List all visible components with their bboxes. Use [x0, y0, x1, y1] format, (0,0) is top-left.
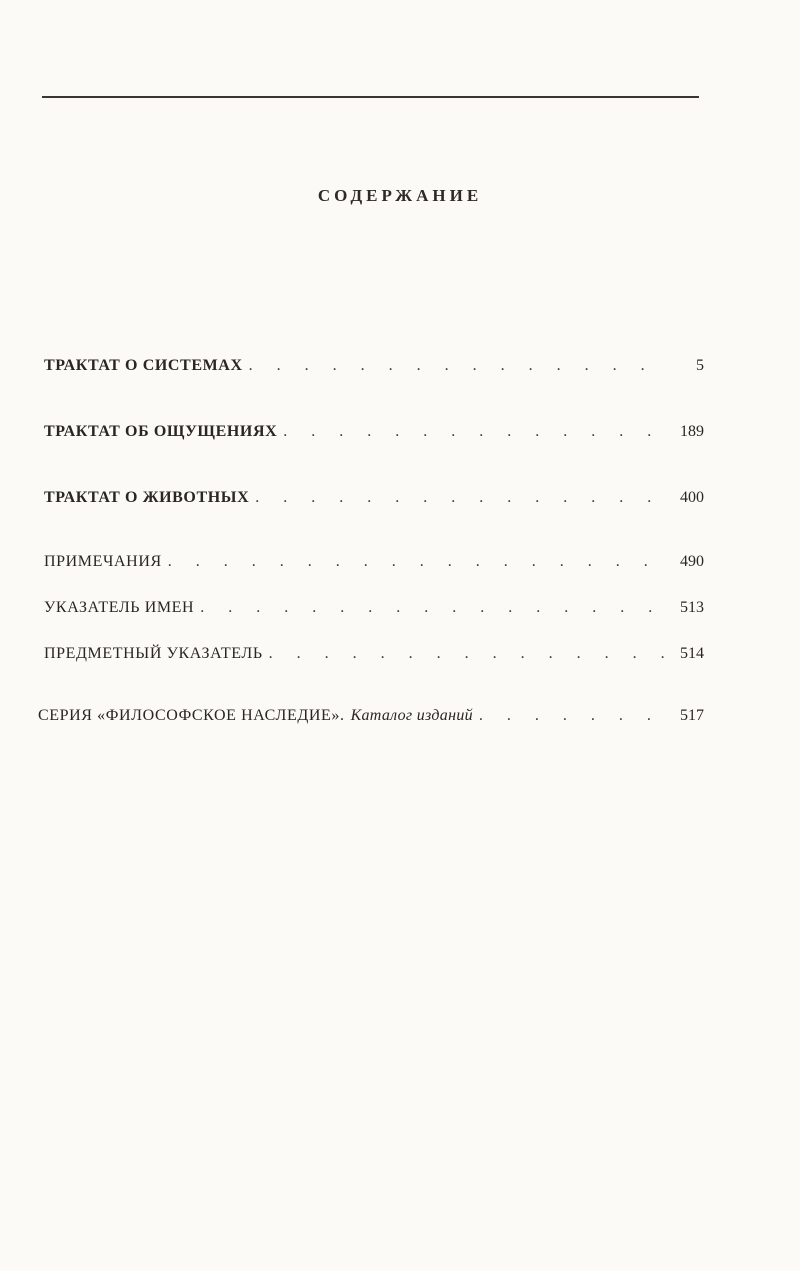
toc-entry-title: ПРЕДМЕТНЫЙ УКАЗАТЕЛЬ [44, 645, 263, 662]
toc-entry-animals[interactable] [44, 488, 704, 508]
dot-leader [255, 488, 666, 508]
dot-leader [269, 644, 666, 664]
toc-entry-title: ТРАКТАТ О ЖИВОТНЫХ [44, 489, 250, 506]
toc-entry-title: ТРАКТАТ ОБ ОЩУЩЕНИЯХ [44, 423, 278, 440]
toc-entry-title-group [38, 706, 473, 726]
toc-entry-series-catalog[interactable] [38, 706, 704, 726]
toc-entry-page: 517 [680, 707, 704, 724]
toc-entry-page: 490 [680, 553, 704, 570]
toc-entry-page: 189 [680, 423, 704, 440]
dot-leader [283, 422, 666, 442]
top-rule [42, 96, 699, 98]
toc-entry-subject-index[interactable] [44, 644, 704, 664]
toc-entry-page: 513 [680, 599, 704, 616]
toc-entry-sensations[interactable] [44, 422, 704, 442]
toc-entry-page: 5 [696, 357, 704, 374]
dot-leader [200, 598, 666, 618]
toc-entry-systems[interactable] [44, 356, 704, 376]
toc-entry-title: ПРИМЕЧАНИЯ [44, 553, 162, 570]
toc-entry-title: СЕРИЯ «ФИЛОСОФСКОЕ НАСЛЕДИЕ». [38, 707, 345, 724]
toc-entry-subtitle: Каталог изданий [350, 707, 473, 724]
dot-leader [479, 706, 666, 726]
dot-leader [168, 552, 666, 572]
page-title: СОДЕРЖАНИЕ [317, 186, 483, 205]
toc-entry-page: 514 [680, 645, 704, 662]
toc-entry-name-index[interactable] [44, 598, 704, 618]
toc-entry-title: ТРАКТАТ О СИСТЕМАХ [44, 357, 243, 374]
dot-leader [249, 356, 666, 376]
toc-entry-page: 400 [680, 489, 704, 506]
toc-entry-title: УКАЗАТЕЛЬ ИМЕН [44, 599, 195, 616]
toc-entry-notes[interactable] [44, 552, 704, 572]
